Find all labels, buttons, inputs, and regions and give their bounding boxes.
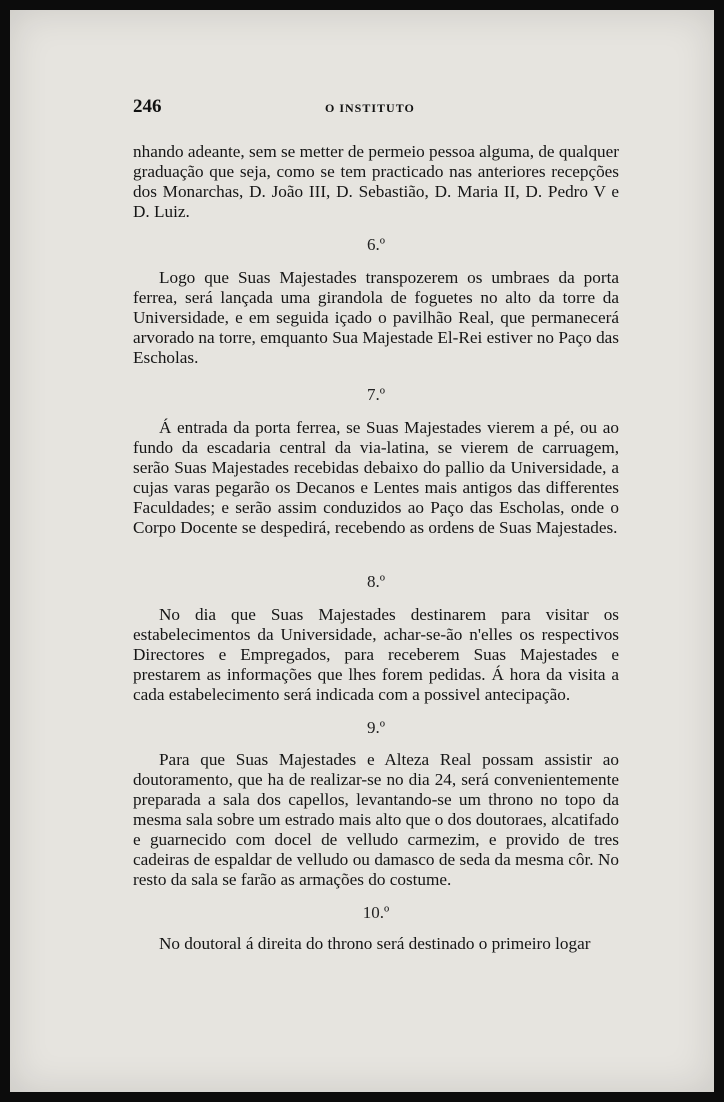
paragraph-10: No doutoral á direita do throno será destinado o primeiro logar [159,934,591,953]
section-number-9: 9.º [366,718,386,737]
section-number-10: 10.º [362,903,390,922]
paragraph-8: No dia que Suas Majestades destinarem para visitar os estabelecimentos da Universidade, achar-se-ão n'elles os respectivos Directores e Empregados, para receberem Suas Majestades e prestarem as informações que lhes forem pedidas. Á hora da visita a cada estabelecimento será indicada com a possivel antecipação. [133,605,619,704]
paragraph-continuation: nhando adeante, sem se metter de permeio pessoa alguma, de qualquer graduação que seja, como se tem practicado nas anteriores recepções dos Monarchas, D. João III, D. Sebastião, D. Maria II, D. Pedro V e D. Luiz. [133,142,619,221]
section-number-6: 6.º [366,235,386,254]
section-number-7: 7.º [366,385,386,404]
running-title: O INSTITUTO [325,101,415,115]
page-number: 246 [133,96,162,117]
paragraph-6: Logo que Suas Majestades transpozerem os umbraes da porta ferrea, será lançada uma girandola de foguetes no alto da torre da Universidade, e em seguida içado o pavilhão Real, que permanecerá arvorado na torre, emquanto Sua Majestade El-Rei estiver no Paço das Escholas. [133,268,619,367]
page-header [133,96,620,122]
paragraph-7: Á entrada da porta ferrea, se Suas Majestades vierem a pé, ou ao fundo da escadaria central da via-latina, se vierem de carruagem, serão Suas Majestades recebidas debaixo do pallio da Universidade, a cujas varas pegarão os Decanos e Lentes mais antigos das differentes Faculdades; e serão assim conduzidos ao Paço das Escholas, onde o Corpo Docente se despedirá, recebendo as ordens de Suas Majestades. [133,418,619,537]
paragraph-9: Para que Suas Majestades e Alteza Real possam assistir ao doutoramento, que ha de realizar-se no dia 24, será convenientemente preparada a sala dos capellos, levantando-se um throno no topo da mesma sala sobre um estrado mais alto que o dos doutoraes, alcatifado e guarnecido com docel de velludo carmezim, e provido de tres cadeiras de espaldar de velludo ou damasco de seda da mesma côr. No resto da sala se farão as armações do costume. [133,750,619,889]
section-number-8: 8.º [366,572,386,591]
